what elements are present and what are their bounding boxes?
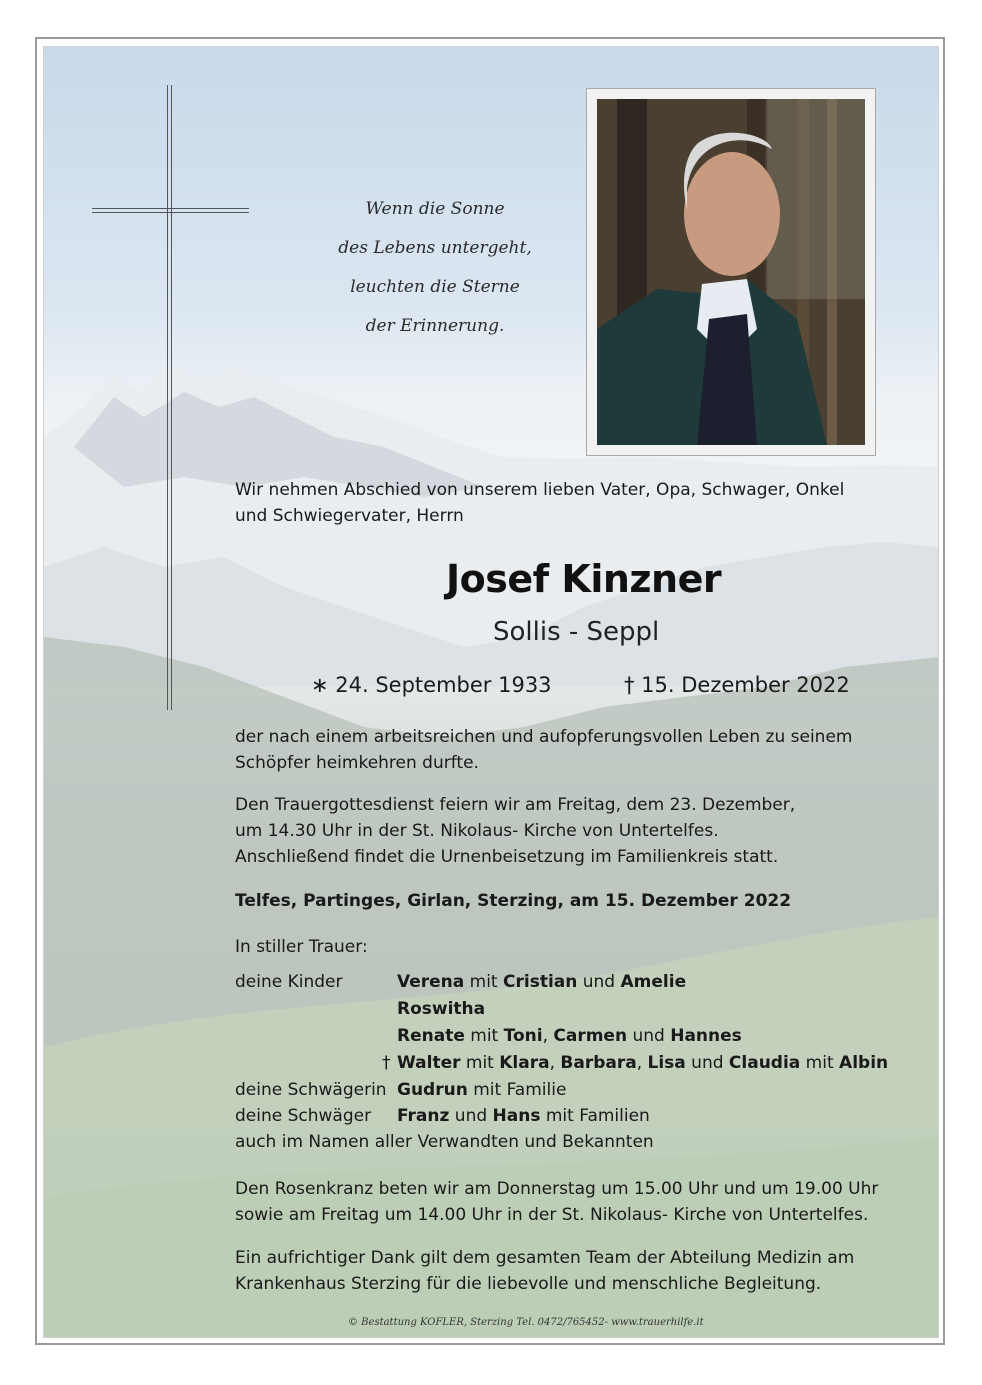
connector: , [542,1026,554,1046]
connector: mit [464,972,504,992]
schwaeger-label: deine Schwäger [235,1106,372,1126]
connector: und [627,1026,671,1046]
rosary-line-1: Den Rosenkranz beten wir am Donnerstag um 15.00 Uhr und um 19.00 Uhr [235,1179,879,1199]
life-line-2: Schöpfer heimkehren durfte. [235,753,479,773]
mourner-name: Albin [839,1053,889,1073]
deceased-name: Josef Kinzner [446,557,722,601]
mourner-name: Renate [397,1026,465,1046]
mourner-row [397,996,485,1022]
portrait-photo [597,99,865,445]
mourner-name: Hans [492,1106,541,1126]
portrait-frame [586,88,876,456]
connector: mit Familie [467,1080,567,1100]
mourner-row [397,1050,888,1076]
intro-line-1: Wir nehmen Abschied von unserem lieben Vater, Opa, Schwager, Onkel [235,480,845,500]
connector: mit Familien [540,1106,650,1126]
thanks-line-1: Ein aufrichtiger Dank gilt dem gesamten Team der Abteilung Medizin am [235,1248,855,1268]
thanks-line-2: Krankenhaus Sterzing für die liebevolle und menschliche Begleitung. [235,1274,822,1294]
quote-line: der Erinnerung. [365,316,505,336]
death-date: † 15. Dezember 2022 [624,673,850,697]
service-line-1: Den Trauergottesdienst feiern wir am Freitag, dem 23. Dezember, [235,795,796,815]
mourner-name: Amelie [620,972,687,992]
connector: und [449,1106,493,1126]
memorial-quote [300,190,570,346]
connector: mit [800,1053,840,1073]
cross-bar-line [92,212,249,213]
mourner-row [397,1103,650,1129]
mourner-name: Lisa [647,1053,686,1073]
cross-symbol [167,85,168,710]
service-line-2: um 14.30 Uhr in der St. Nikolaus- Kirche von Untertelfes. [235,821,719,841]
mourner-name: Klara [499,1053,550,1073]
mourner-name: Carmen [553,1026,628,1046]
mourner-name: Gudrun [397,1080,468,1100]
quote-line: des Lebens untergeht, [338,238,532,258]
birth-date: ∗ 24. September 1933 [311,673,552,697]
funeral-home-footer: © Bestattung KOFLER, Sterzing Tel. 0472/765452- www.trauerhilfe.it [348,1317,704,1328]
mourners-heading: In stiller Trauer: [235,937,368,957]
mourner-name: Cristian [503,972,578,992]
schwaegerin-label: deine Schwägerin [235,1080,387,1100]
place-date: Telfes, Partinges, Girlan, Sterzing, am 15. Dezember 2022 [235,891,792,911]
service-line-3: Anschließend findet die Urnenbeisetzung im Familienkreis statt. [235,847,779,867]
connector: , [549,1053,561,1073]
connector: und [577,972,621,992]
mourner-row [397,1077,566,1103]
mourner-name: Toni [503,1026,543,1046]
intro-line-2: und Schwiegervater, Herrn [235,506,464,526]
portrait-illustration [597,99,865,445]
mourner-name: Franz [397,1106,450,1126]
rosary-line-2: sowie am Freitag um 14.00 Uhr in der St. Nikolaus- Kirche von Untertelfes. [235,1205,869,1225]
quote-line: leuchten die Sterne [350,277,520,297]
mourner-name: Hannes [670,1026,742,1046]
connector: , [636,1053,648,1073]
life-line-1: der nach einem arbeitsreichen und aufopferungsvollen Leben zu seinem [235,727,853,747]
quote-line: Wenn die Sonne [365,199,505,219]
mourner-name: Roswitha [397,999,486,1019]
mourner-name: Barbara [560,1053,637,1073]
mourner-row [397,969,686,995]
kinder-label: deine Kinder [235,972,343,992]
connector: und [685,1053,729,1073]
cross-symbol-line [171,85,172,710]
mourner-name: Verena [397,972,465,992]
deceased-cross: † [382,1053,391,1073]
others-line: auch im Namen aller Verwandten und Bekannten [235,1132,654,1152]
mourner-name: Claudia [728,1053,801,1073]
mourner-name: Walter [397,1053,461,1073]
deceased-alias: Sollis - Seppl [493,617,660,647]
mourner-row [397,1023,742,1049]
cross-bar [92,208,249,209]
connector: mit [464,1026,504,1046]
connector: mit [460,1053,500,1073]
